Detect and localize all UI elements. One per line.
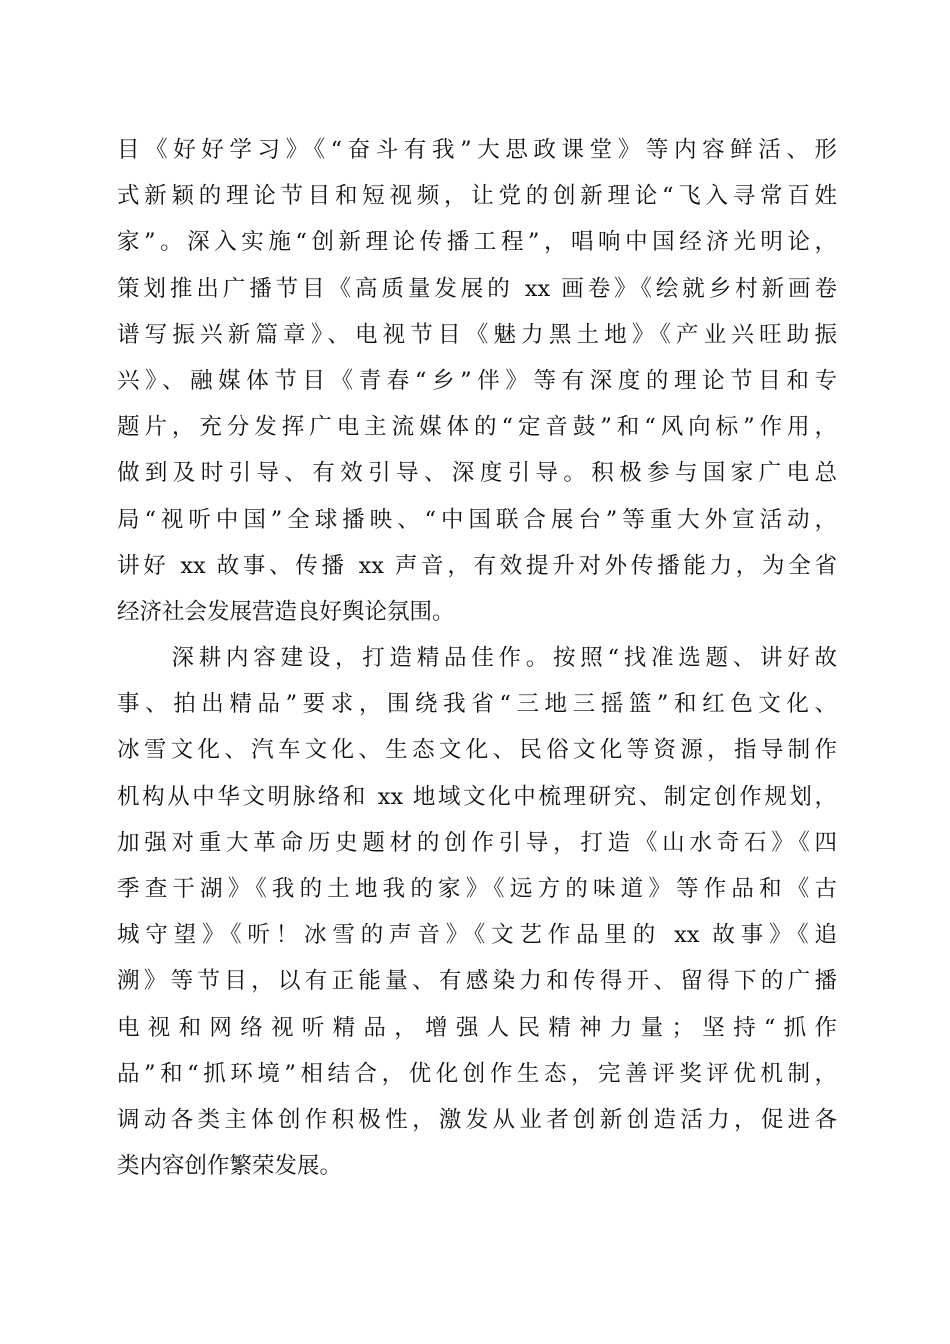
text-line: 深耕内容建设，打造精品佳作。按照“找准选题、讲好故 — [117, 645, 837, 672]
text-line: 家”。深入实施“创新理论传播工程”，唱响中国经济光明论， — [117, 229, 837, 256]
paragraph-1 — [117, 127, 837, 635]
text-line: 谱写振兴新篇章》、电视节目《魅力黑土地》《产业兴旺助振 — [117, 321, 837, 348]
text-line: 溯》等节目，以有正能量、有感染力和传得开、留得下的广播 — [117, 968, 837, 995]
text-line: 题片，充分发挥广电主流媒体的“定音鼓”和“风向标”作用， — [117, 414, 837, 441]
text-line: 做到及时引导、有效引导、深度引导。积极参与国家广电总 — [117, 460, 837, 487]
text-line: 讲好 xx 故事、传播 xx 声音，有效提升对外传播能力，为全省 — [117, 552, 837, 579]
text-line: 目《好好学习》《“奋斗有我”大思政课堂》等内容鲜活、形 — [117, 137, 837, 163]
text-line: 机构从中华文明脉络和 xx 地域文化中梳理研究、制定创作规划， — [117, 783, 837, 810]
text-line: 品”和“抓环境”相结合，优化创作生态，完善评奖评优机制， — [117, 1060, 837, 1087]
text-line: 类内容创作繁荣发展。 — [117, 1153, 343, 1180]
text-line: 事、拍出精品”要求，围绕我省“三地三摇篮”和红色文化、 — [117, 691, 837, 718]
text-line: 电视和网络视听精品，增强人民精神力量；坚持“抓作 — [117, 1014, 837, 1041]
text-line: 局“视听中国”全球播映、“中国联合展台”等重大外宣活动， — [117, 506, 837, 533]
text-line: 季查干湖》《我的土地我的家》《远方的味道》等作品和《古 — [117, 876, 837, 902]
paragraph-2 — [117, 635, 837, 1189]
text-line: 兴》、融媒体节目《青春“乡”伴》等有深度的理论节目和专 — [117, 367, 837, 394]
text-line: 策划推出广播节目《高质量发展的 xx 画卷》《绘就乡村新画卷 — [117, 275, 837, 302]
document-body — [117, 127, 837, 1189]
text-line: 调动各类主体创作积极性，激发从业者创新创造活力，促进各 — [117, 1106, 837, 1133]
text-line: 城守望》《听！冰雪的声音》《文艺作品里的 xx 故事》《追 — [117, 922, 837, 949]
text-line: 加强对重大革命历史题材的创作引导，打造《山水奇石》《四 — [117, 829, 837, 856]
text-line: 冰雪文化、汽车文化、生态文化、民俗文化等资源，指导制作 — [117, 737, 837, 764]
text-line: 式新颖的理论节目和短视频，让党的创新理论“飞入寻常百姓 — [117, 183, 837, 210]
text-line: 经济社会发展营造良好舆论氛围。 — [117, 598, 455, 625]
